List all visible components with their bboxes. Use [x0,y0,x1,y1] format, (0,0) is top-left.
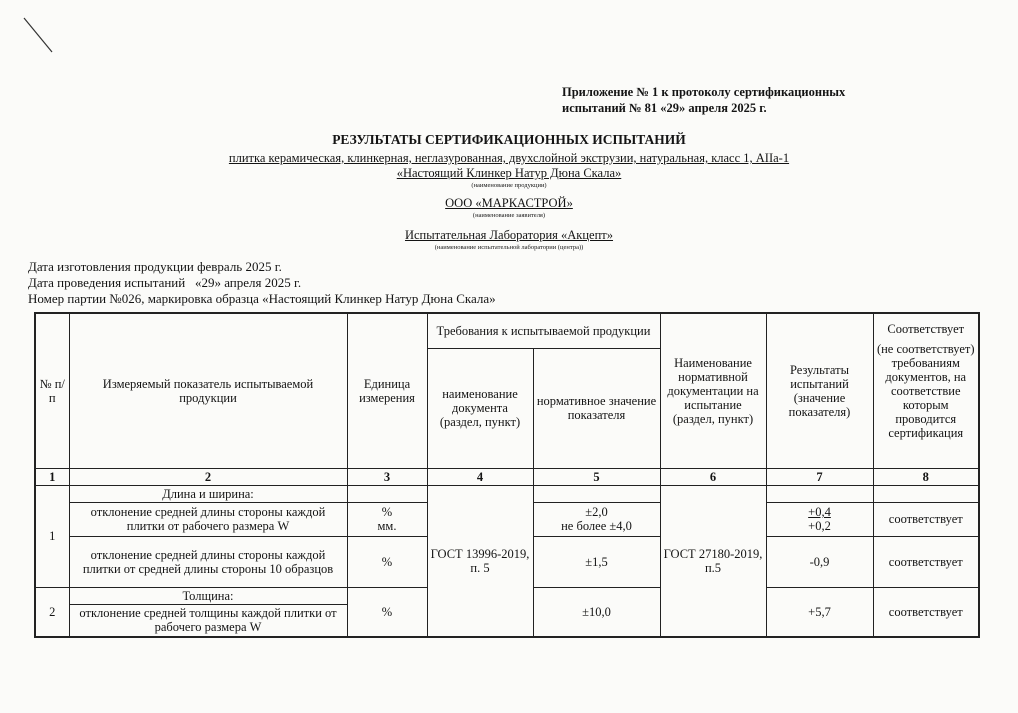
norm-value: ±10,0 [533,587,660,637]
col-number: 1 [35,468,69,485]
empty-cell [347,485,427,502]
production-date: Дата изготовления продукции февраль 2025 г. [28,259,282,274]
norm-value: ±1,5 [533,536,660,587]
col-number: 2 [69,468,347,485]
unit-percent: % [347,587,427,637]
doc-merged-cell: ГОСТ 13996-2019, п. 5 [427,485,533,637]
applicant-caption: (наименование заявителя) [472,212,546,219]
compliance-status: соответствует [873,587,979,637]
header-results: Результаты испытаний (значение показателя) [766,313,873,468]
norm-value-1: ±2,0 [585,505,608,519]
unit-mm: мм. [377,519,397,533]
group-title-length-width: Длина и ширина: [69,485,347,502]
col-number: 3 [347,468,427,485]
empty-cell [533,485,660,502]
header-compliance [873,313,979,468]
result-value: +5,7 [766,587,873,637]
empty-cell [766,485,873,502]
header-unit: Единица измерения [347,313,427,468]
applicant-name: ООО «МАРКАСТРОЙ» [445,196,573,210]
scan-mark-line [20,14,60,58]
lab-caption: (наименование испытательной лаборатории (центра)) [434,244,584,251]
col-number: 5 [533,468,660,485]
indicator-thickness: отклонение средней толщины каждой плитки от рабочего размера W [69,604,347,637]
col-number: 8 [873,468,979,485]
header-compliance-line-1: Соответствует [887,322,965,336]
header-compliance-line-2: (не соответствует) требованиям документов, на соответствие которым проводится сертификация [876,342,975,440]
header-doc: наименование документа (раздел, пункт) [427,348,533,468]
appendix-line-2: испытаний № 81 «29» апреля 2025 г. [562,101,767,115]
applicant-block [0,196,1018,221]
test-date: Дата проведения испытаний «29» апреля 2025 г. [28,275,302,290]
group-title-thickness: Толщина: [69,587,347,604]
header-num: № п/п [35,313,69,468]
method-merged-cell: ГОСТ 27180-2019, п.5 [660,485,766,637]
product-block [0,150,1018,191]
test-info [28,259,496,307]
col-number: 4 [427,468,533,485]
row-num-2: 2 [35,587,69,637]
header-requirements: Требования к испытываемой продукции [427,313,660,348]
result-value: -0,9 [766,536,873,587]
result-value-1: +0,4 [808,505,831,519]
appendix-reference [562,84,845,116]
norm-value-2: не более ±4,0 [561,519,632,533]
product-name-line-1: плитка керамическая, клинкерная, неглазурованная, двухслойной экструзии, натуральная, класс 1, AIIa-1 [228,151,790,165]
product-name-line-2: «Настоящий Клинкер Натур Дюна Скала» [396,166,622,180]
header-indicator: Измеряемый показатель испытываемой продукции [69,313,347,468]
appendix-line-1: Приложение № 1 к протоколу сертификационных [562,85,846,99]
unit-cell [347,502,427,536]
col-number: 6 [660,468,766,485]
batch-info: Номер партии №026, маркировка образца «Настоящий Клинкер Натур Дюна Скала» [28,291,496,306]
result-value-2: +0,2 [808,519,831,533]
indicator-length-vs-working: отклонение средней длины стороны каждой плитки от рабочего размера W [69,502,347,536]
empty-cell [873,485,979,502]
document-title: РЕЗУЛЬТАТЫ СЕРТИФИКАЦИОННЫХ ИСПЫТАНИЙ [332,132,686,147]
product-caption: (наименование продукции) [471,182,547,189]
compliance-status: соответствует [873,536,979,587]
header-norm: нормативное значение показателя [533,348,660,468]
norm-cell [533,502,660,536]
unit-percent: % [347,536,427,587]
unit-percent: % [381,505,393,519]
lab-block [0,228,1018,253]
col-number: 7 [766,468,873,485]
results-table [34,312,980,638]
indicator-length-vs-average: отклонение средней длины стороны каждой плитки от средней длины стороны 10 образцов [69,536,347,587]
row-num-1: 1 [35,485,69,587]
result-cell [766,502,873,536]
header-method: Наименование нормативной документации на испытание (раздел, пункт) [660,313,766,468]
lab-name: Испытательная Лаборатория «Акцепт» [404,228,614,242]
compliance-status: соответствует [873,502,979,536]
